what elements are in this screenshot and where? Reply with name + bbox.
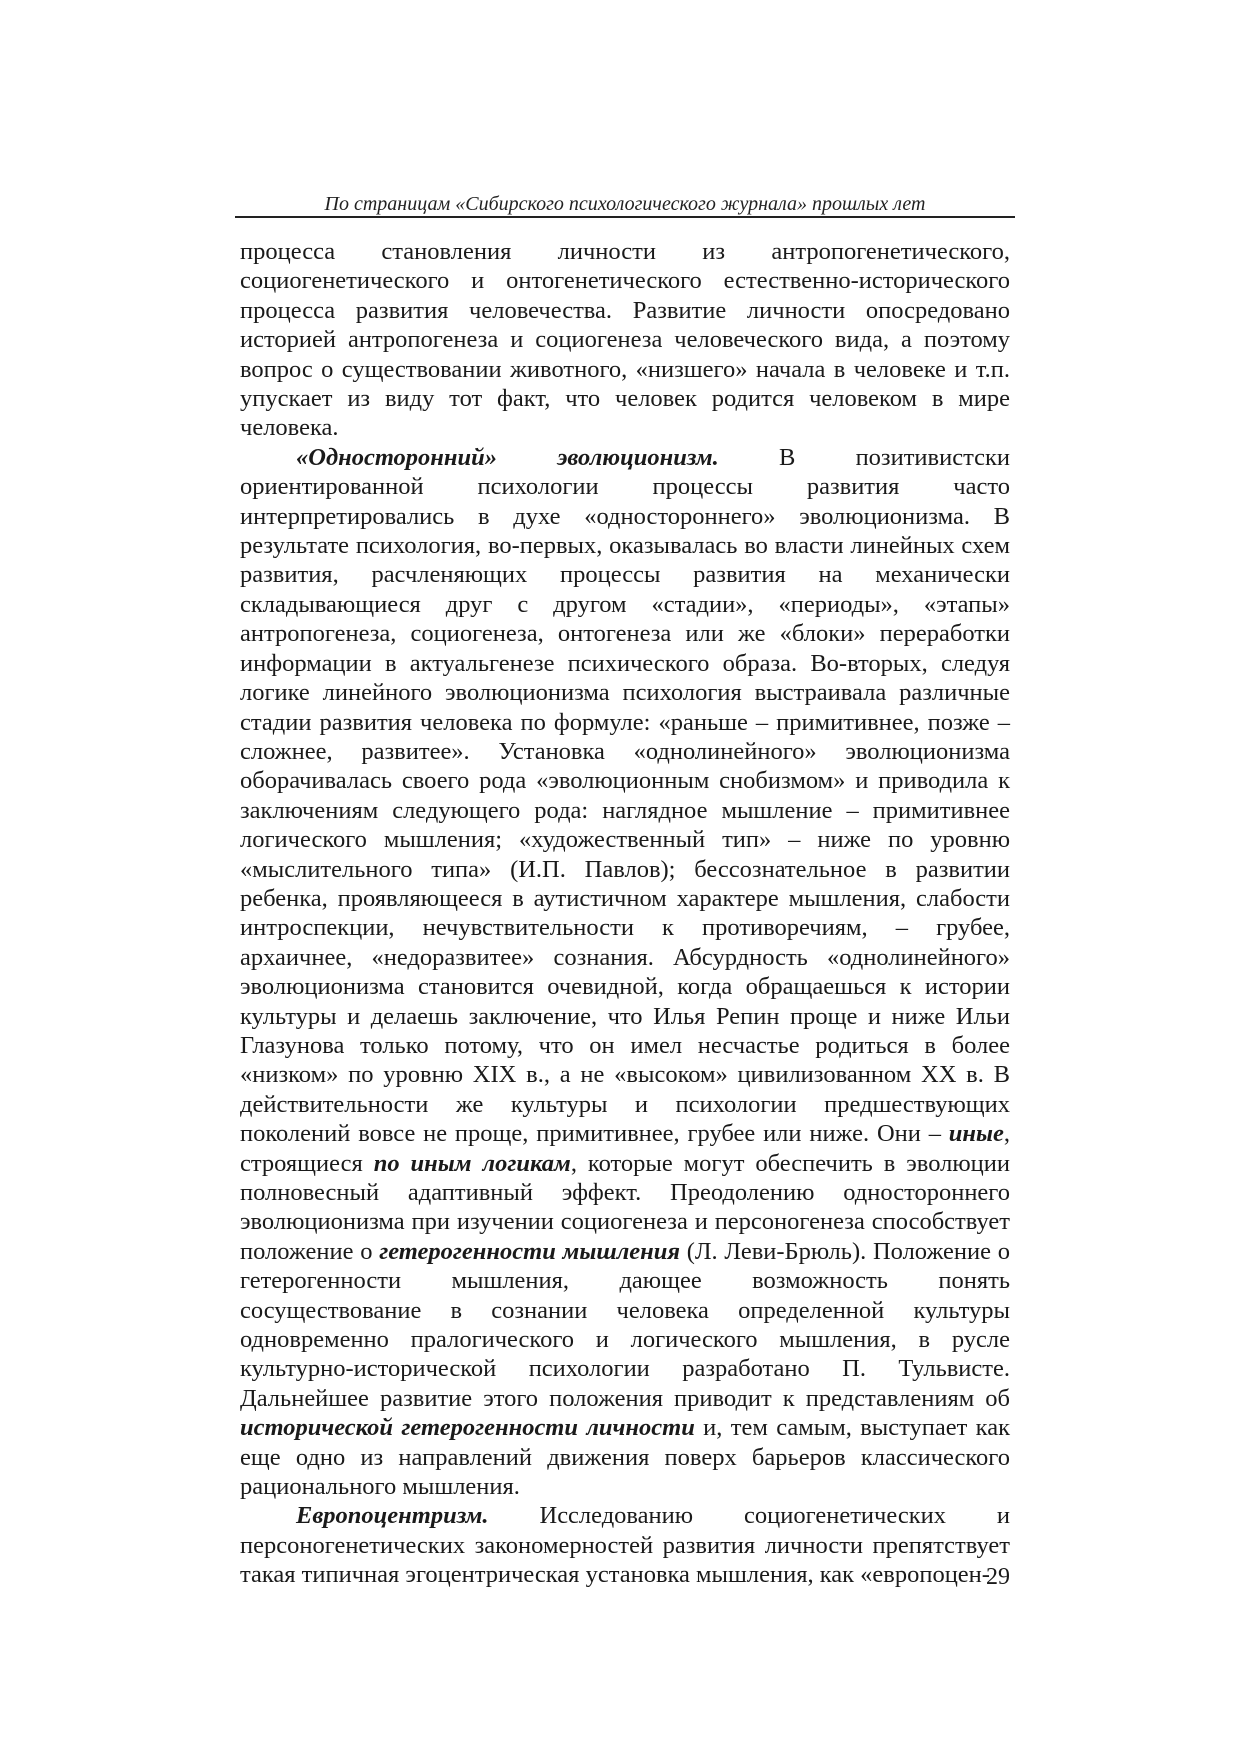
paragraph-2-heading: «Односторонний» эволюционизм. bbox=[296, 443, 719, 471]
paragraph-1: процесса становления личности из антропогенетического, социогенетического и онтогенетического естественно-исторического процесса развития человечества. Развитие личности опосредовано историей антропогенеза и социогенеза человеческого вида, а поэтому вопрос о существовании животного, «низшего» начала в человеке и т.п. упускает из виду тот факт, что человек родится человеком в мире человека. bbox=[240, 238, 1010, 442]
paragraph-2-text-4: (Л. Леви-Брюль). Положение о гетерогенности мышления, дающее возможность понять сосуществование в сознании человека определенной культуры одновременно пралогического и логического мышления, в русле культурно-исторической психологии разработано П. Тульвисте. Дальнейшее развитие этого положения приводит к представлениям об bbox=[240, 1237, 1010, 1412]
paragraph-3-text-1: Исследованию социогенетических и персоногенетических закономерностей развития личности препятствует такая типичная эгоцентрическая установка мышления, как «европоцен- bbox=[240, 1502, 1010, 1589]
article-body bbox=[240, 237, 1010, 1590]
paragraph-2 bbox=[240, 443, 1010, 1502]
running-header: По страницам «Сибирского психологического журнала» прошлых лет bbox=[324, 193, 926, 215]
paragraph-2-text-5: и, тем самым, выступает как еще одно из направлений движения поверх барьеров классического рационального мышления. bbox=[240, 1414, 1010, 1501]
emphasis-inye: иные bbox=[948, 1120, 1004, 1148]
emphasis-geterogennosti-myshleniya: гетерогенности мышления bbox=[379, 1237, 681, 1265]
paragraph-2-text-2: , строящиеся bbox=[240, 1120, 1010, 1177]
emphasis-po-inym-logikam: по иным логикам bbox=[373, 1149, 571, 1177]
header-rule bbox=[235, 216, 1015, 218]
page-number: 29 bbox=[986, 1564, 1010, 1590]
emphasis-istoricheskoy-geterogennosti: исторической гетерогенности личности bbox=[240, 1414, 695, 1442]
paragraph-3-heading: Европоцентризм. bbox=[296, 1502, 489, 1530]
paragraph-2-text-3: , которые могут обеспечить в эволюции полновесный адаптивный эффект. Преодолению одностороннего эволюционизма при изучении социогенеза и персоногенеза способствует положение о bbox=[240, 1149, 1010, 1265]
paragraph-2-text-1: В позитивистски ориентированной психологии процессы развития часто интерпретировались в духе «одностороннего» эволюционизма. В результате психология, во-первых, оказывалась во власти линейных схем развития, расчленяющих процессы развития на механически складывающиеся друг с другом «стадии», «периоды», «этапы» антропогенеза, социогенеза, онтогенеза или же «блоки» переработки информации в актуальгенезе психического образа. Во-вторых, следуя логике линейного эволюционизма психология выстраивала различные стадии развития человека по формуле: «раньше – примитивнее, позже – сложнее, развитее». Установка «однолинейного» эволюционизма оборачивалась своего рода «эволюционным снобизмом» и приводила к заключениям следующего рода: наглядное мышление – примитивнее логического мышления; «художественный тип» – ниже по уровню «мыслительного типа» (И.П. Павлов); бессознательное в развитии ребенка, проявляющееся в аутистичном характере мышления, слабости интроспекции, нечувствительности к противоречиям, – грубее, архаичнее, «недоразвитее» сознания. Абсурдность «однолинейного» эволюционизма становится очевидной, когда обращаешься к истории культуры и делаешь заключение, что Илья Репин проще и ниже Ильи Глазунова только потому, что он имел несчастье родиться в более «низком» по уровню XIX в., а не «высоком» цивилизованном XX в. В действительности же культуры и психологии предшествующих поколений вовсе не проще, примитивнее, грубее или ниже. Они – bbox=[240, 443, 1010, 1148]
paragraph-3 bbox=[240, 1501, 1010, 1589]
